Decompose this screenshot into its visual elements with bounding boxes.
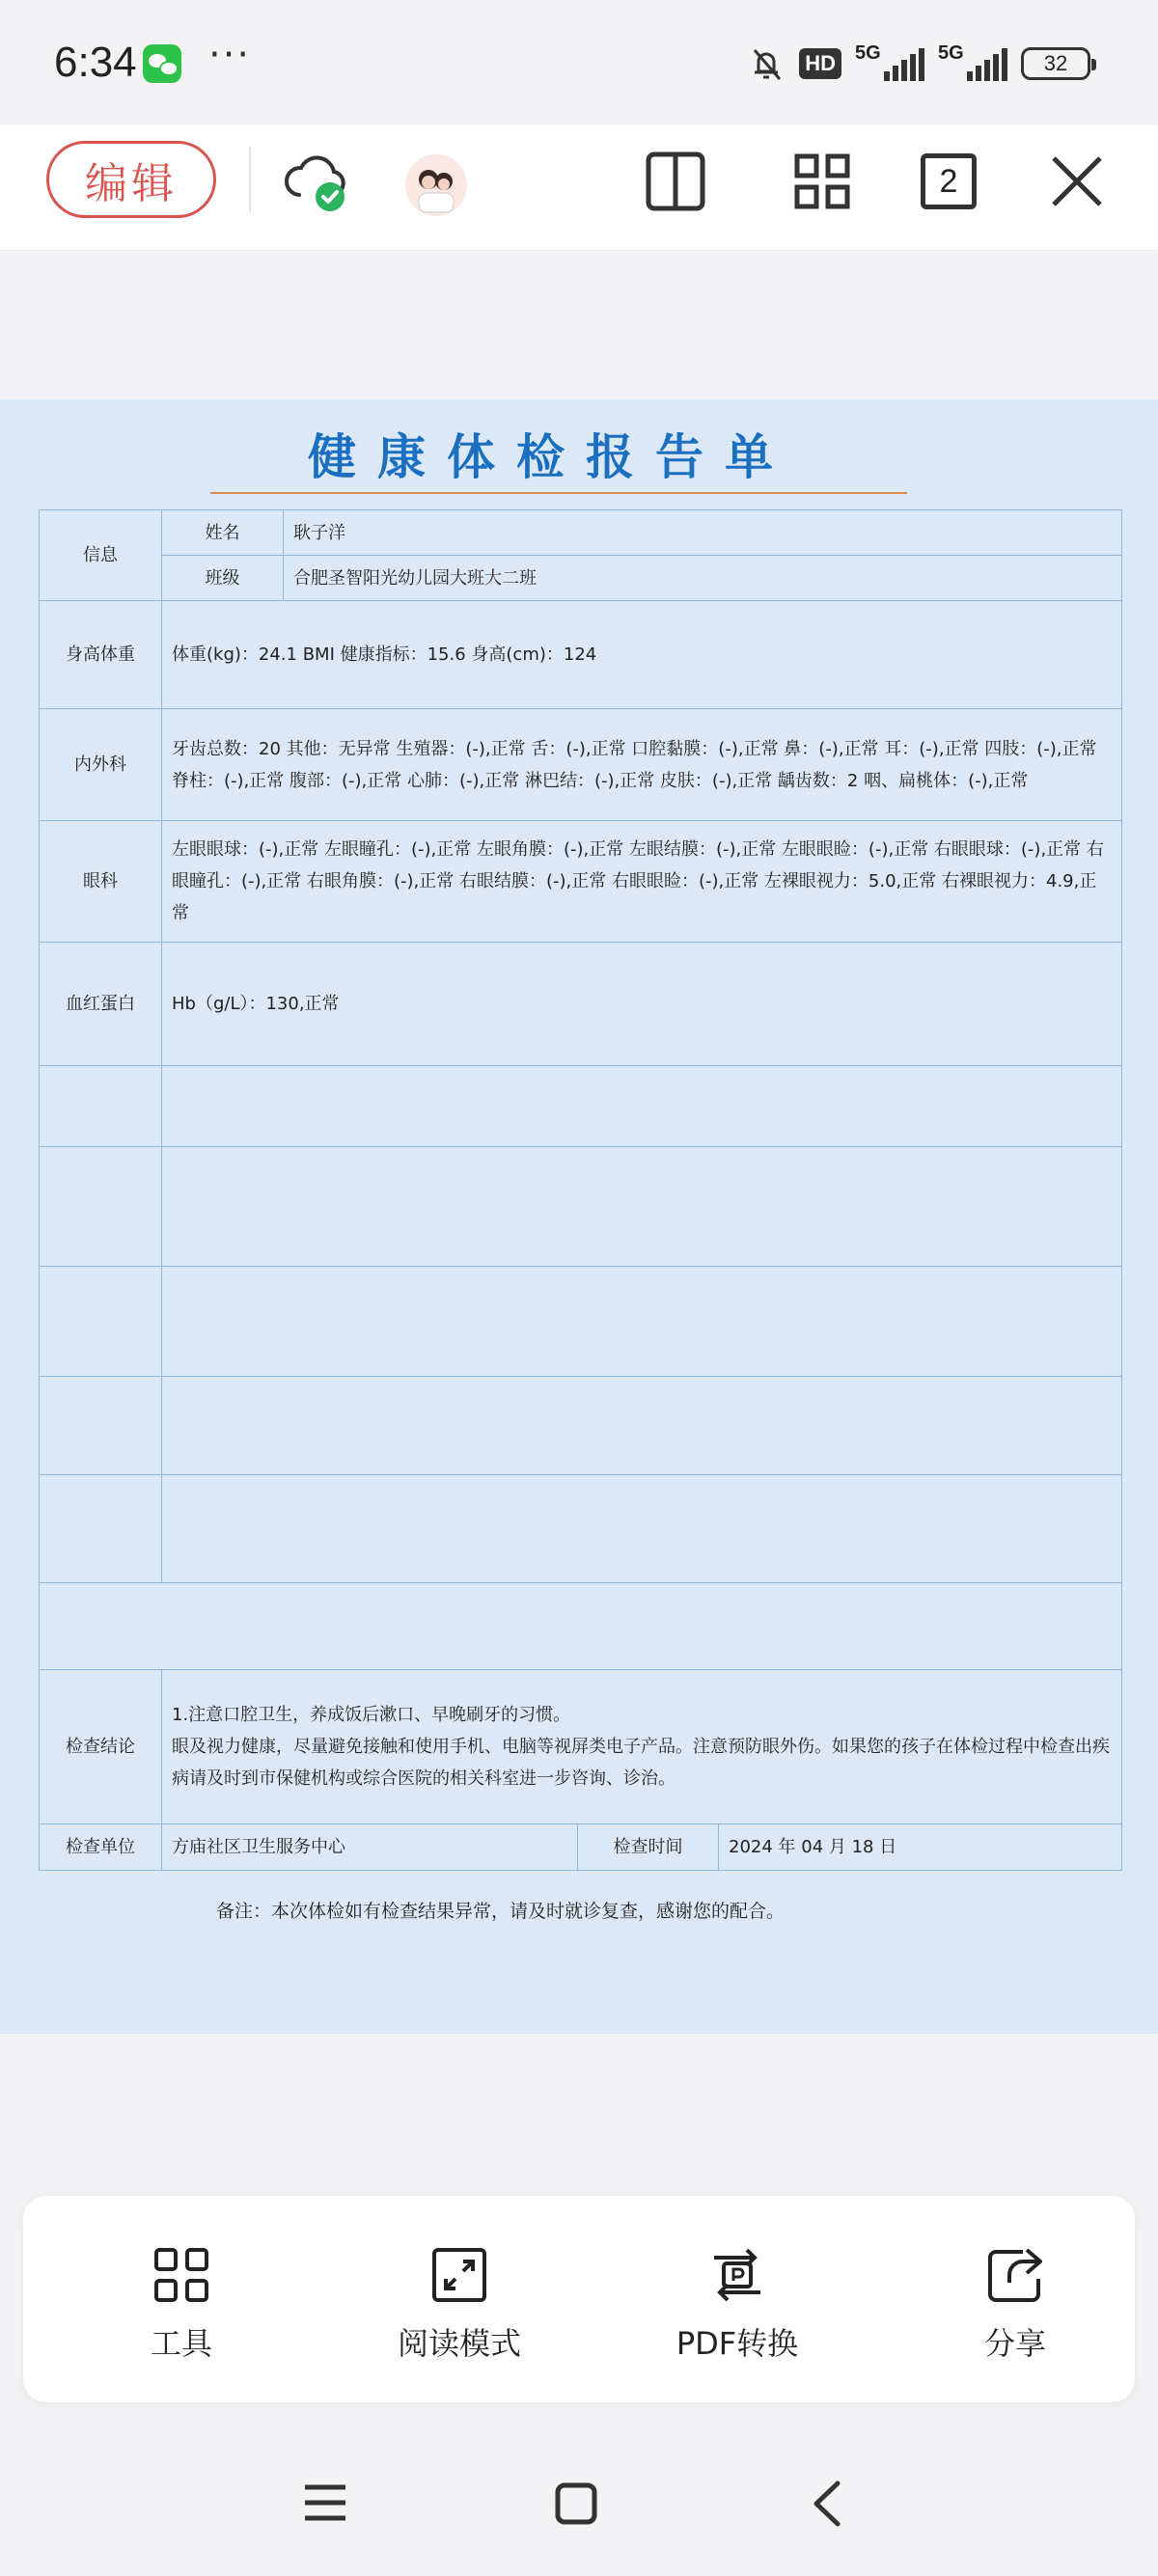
pdf-convert-icon	[706, 2244, 768, 2306]
tools-label: 工具	[150, 2325, 212, 2362]
title-underline	[210, 492, 907, 494]
table-row	[40, 1147, 1122, 1267]
table-row	[40, 601, 1122, 709]
name-label: 姓名	[162, 510, 284, 556]
empty-cell	[162, 1267, 1122, 1377]
system-nav-bar	[0, 2441, 1158, 2576]
pdf-convert-button[interactable]	[631, 2244, 843, 2364]
height-weight-value: 体重(kg)：24.1 BMI 健康指标：15.6 身高(cm)：124	[162, 601, 1122, 709]
grid-icon[interactable]	[791, 151, 853, 212]
empty-cell	[162, 1147, 1122, 1267]
wechat-icon	[143, 44, 181, 83]
class-label: 班级	[162, 556, 284, 601]
conclusion-line-1: 1.注意口腔卫生，养成饭后漱口、早晚刷牙的习惯。	[172, 1705, 571, 1725]
table-row	[40, 510, 1122, 556]
reading-mode-label: 阅读模式	[397, 2325, 521, 2362]
empty-cell	[162, 1475, 1122, 1583]
table-row	[40, 1267, 1122, 1377]
hemoglobin-value: Hb（g/L）：130,正常	[162, 943, 1122, 1066]
back-nav-icon[interactable]	[809, 2480, 843, 2528]
reading-mode-icon	[428, 2244, 490, 2306]
empty-cell	[40, 1267, 162, 1377]
status-icons	[747, 42, 1090, 85]
home-nav-icon[interactable]	[554, 2481, 598, 2526]
table-row	[40, 1583, 1122, 1670]
time-label: 检查时间	[578, 1824, 719, 1871]
status-time: 6:34	[54, 39, 137, 86]
hd-badge: HD	[799, 48, 841, 79]
reading-mode-button[interactable]	[353, 2244, 565, 2364]
time-value: 2024 年 04 月 18 日	[719, 1824, 1122, 1871]
empty-cell	[162, 1377, 1122, 1475]
table-row	[40, 1475, 1122, 1583]
pdf-convert-label: PDF转换	[676, 2325, 799, 2362]
report-title: 健康体检报告单	[308, 429, 794, 485]
empty-cell	[40, 1066, 162, 1147]
conclusion-line-2: 眼及视力健康，尽量避免接触和使用手机、电脑等视屏类电子产品。注意预防眼外伤。如果您的孩子在体检过程中检查出疾病请及时到市保健机构或综合医院的相关科室进一步咨询、诊治。	[172, 1737, 1110, 1789]
hemoglobin-label: 血红蛋白	[40, 943, 162, 1066]
signal-icon: 5G	[855, 46, 924, 81]
edit-button[interactable]: 编辑	[46, 141, 216, 218]
mute-bell-icon	[747, 44, 786, 83]
info-label: 信息	[40, 510, 162, 601]
close-icon[interactable]	[1046, 151, 1108, 212]
bottom-action-bar	[23, 2196, 1135, 2402]
empty-cell	[40, 1147, 162, 1267]
table-row	[40, 1377, 1122, 1475]
share-label: 分享	[983, 2325, 1046, 2362]
table-row	[40, 1824, 1122, 1871]
menu-nav-icon[interactable]	[303, 2481, 347, 2524]
empty-cell	[40, 1475, 162, 1583]
conclusion-value	[162, 1670, 1122, 1824]
empty-cell	[162, 1066, 1122, 1147]
empty-cell	[40, 1583, 1122, 1670]
internal-value: 牙齿总数：20 其他：无异常 生殖器：(-),正常 舌：(-),正常 口腔黏膜：(-),正常 鼻：(-),正常 耳：(-),正常 四肢：(-),正常 脊柱：(-),正常 腹部：(-),正常 心肺：(-),正常 淋巴结：(-),正常 皮肤：(-),正常 龋齿数：2 咽、扁桃体：(-),正常	[162, 709, 1122, 821]
page-count-icon[interactable]: 2	[921, 153, 977, 209]
internal-label: 内外科	[40, 709, 162, 821]
top-toolbar	[0, 125, 1158, 251]
cloud-sync-icon[interactable]	[280, 145, 353, 218]
tools-icon	[151, 2244, 212, 2306]
unit-value: 方庙社区卫生服务中心	[162, 1824, 578, 1871]
tools-button[interactable]	[75, 2244, 288, 2364]
table-row	[40, 821, 1122, 943]
share-icon	[984, 2244, 1046, 2306]
avatar[interactable]	[405, 154, 467, 216]
eye-value: 左眼眼球：(-),正常 左眼瞳孔：(-),正常 左眼角膜：(-),正常 左眼结膜：(-),正常 左眼眼睑：(-),正常 右眼眼球：(-),正常 右眼瞳孔：(-),正常 右眼角膜：(-),正常 右眼结膜：(-),正常 右眼眼睑：(-),正常 左裸眼视力：5.0,正常 右裸眼视力：4.9,正常	[162, 821, 1122, 943]
name-value: 耿子洋	[284, 510, 1122, 556]
height-weight-label: 身高体重	[40, 601, 162, 709]
report-note: 备注：本次体检如有检查结果异常，请及时就诊复查，感谢您的配合。	[216, 1901, 786, 1922]
table-row	[40, 556, 1122, 601]
class-value: 合肥圣智阳光幼儿园大班大二班	[284, 556, 1122, 601]
conclusion-label: 检查结论	[40, 1670, 162, 1824]
status-bar	[0, 0, 1158, 125]
share-button[interactable]	[909, 2244, 1121, 2364]
table-row	[40, 709, 1122, 821]
unit-label: 检查单位	[40, 1824, 162, 1871]
signal-icon: 5G	[938, 46, 1007, 81]
table-row	[40, 1066, 1122, 1147]
empty-cell	[40, 1377, 162, 1475]
toolbar-divider	[249, 147, 251, 212]
table-row	[40, 943, 1122, 1066]
eye-label: 眼科	[40, 821, 162, 943]
battery-icon: 32	[1021, 47, 1090, 80]
document-page	[0, 399, 1158, 2034]
more-notifications-icon: ···	[208, 33, 252, 77]
table-row	[40, 1670, 1122, 1824]
split-view-icon[interactable]	[645, 151, 706, 212]
report-table	[39, 509, 1122, 1871]
